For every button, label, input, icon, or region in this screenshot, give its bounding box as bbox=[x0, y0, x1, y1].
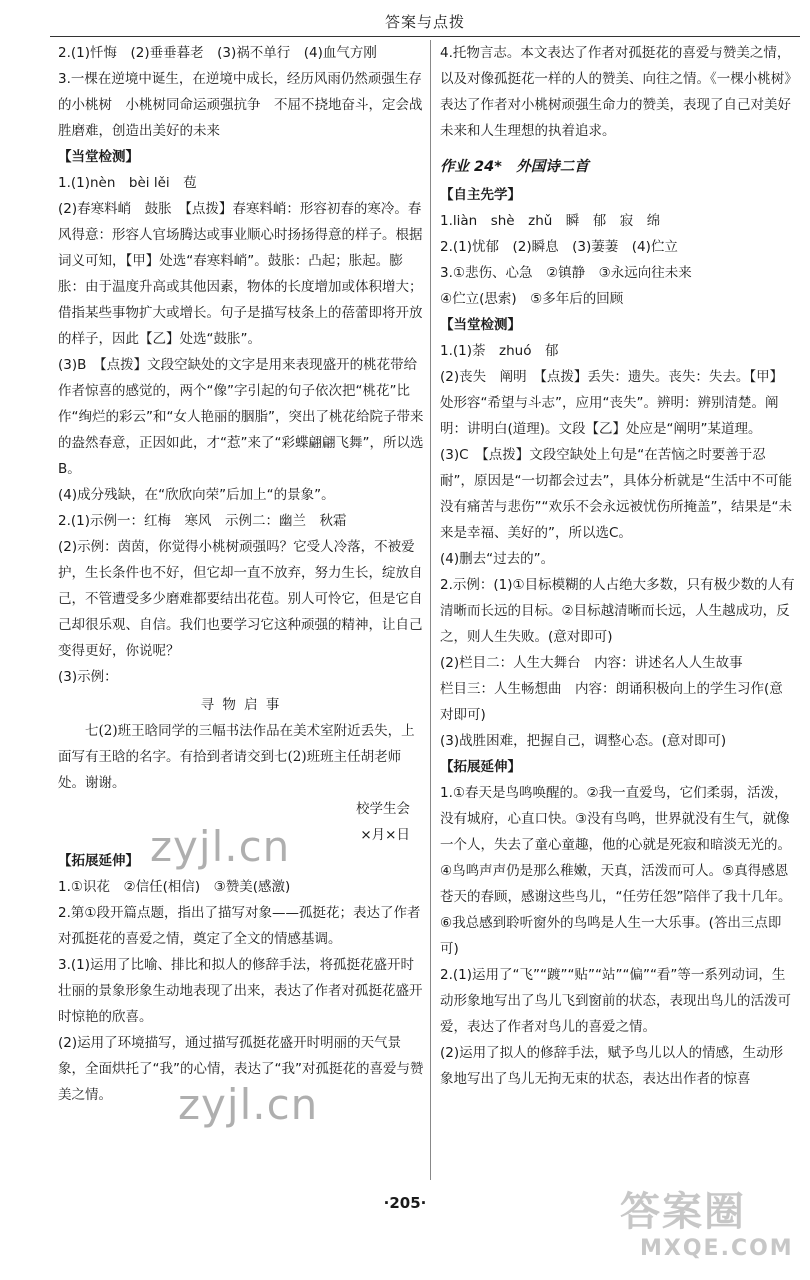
answer-line: 1.①春天是鸟鸣唤醒的。②我一直爱鸟，它们柔弱，活泼，没有城府，心直口快。③没有鸟鸣，世界就没有生气，就像一个人，失去了童心童趣，他的心就是死寂和暗淡无光的。④鸟鸣声声仍是那么稚嫩，天真，活泼而可人。⑤真得感恩苍天的春顾，感谢这些鸟儿，“任劳任怨”陪伴了我十几年。⑥我总感到聆听窗外的鸟鸣是人生一大乐事。(答出三点即可) bbox=[440, 785, 792, 957]
answer-line: 1.①识花 ②信任(相信) ③赞美(感激) bbox=[58, 879, 291, 895]
answer-line: (3)B 【点拨】文段空缺处的文字是用来表现盛开的桃花带给作者惊喜的感觉的，两个“像”字引起的句子依次把“桃花”比作“绚烂的彩云”和“女人艳丽的胭脂”，突出了桃花给院子带来的盎然春意，正因如此，才“惹”来了“彩蝶翩翩飞舞”，所以选B。 bbox=[58, 357, 424, 477]
answer-line: (4)删去“过去的”。 bbox=[440, 551, 555, 567]
notice-signature: 校学生会 bbox=[356, 801, 410, 817]
answer-line: 3.①悲伤、心急 ②镇静 ③永远向往未来 bbox=[440, 265, 692, 281]
answer-line: (3)示例： bbox=[58, 669, 118, 685]
answer-line: 1.(1)nèn bèi lěi 苞 bbox=[58, 175, 197, 191]
assignment-title: 作业 24* 外国诗二首 bbox=[440, 159, 589, 175]
answer-line: (2)春寒料峭 鼓胀 【点拨】春寒料峭：形容初春的寒冷。春风得意：形容人官场腾达或事业顺心时扬扬得意的样子。根据词义可知，【甲】处选“春寒料峭”。鼓胀：凸起；胀起。膨胀：由于温度升高或其他因素，物体的长度增加或体积增大；借指某些事物扩大或增长。句子是描写枝条上的蓓蕾即将开放的样子，因此【乙】处选“鼓胀”。 bbox=[58, 201, 423, 347]
answer-line: (2)丧失 阐明 【点拨】丢失：遗失。丧失：失去。【甲】处形容“希望与斗志”，应用“丧失”。辨明：辨别清楚。阐明：讲明白(道理)。文段【乙】处应是“阐明”某道理。 bbox=[440, 369, 784, 437]
answer-line: 1.(1)荼 zhuó 郁 bbox=[440, 343, 559, 359]
answer-line: (3)C 【点拨】文段空缺处上句是“在苦恼之时要善于忍耐”，原因是“一切都会过去”，具体分析就是“生活中不可能没有痛苦与悲伤”“欢乐不会永远被忧伤所掩盖”，结果是“未来是幸福、美好的”，所以选C。 bbox=[440, 447, 792, 541]
notice-signature: ×月×日 bbox=[360, 827, 410, 843]
section-heading: 【当堂检测】 bbox=[58, 149, 139, 165]
brand-url: MXQE.COM bbox=[640, 1236, 794, 1261]
answer-line: (4)成分残缺，在“欣欣向荣”后加上“的景象”。 bbox=[58, 487, 335, 503]
answer-line: (2)运用了环境描写，通过描写孤挺花盛开时明丽的天气景象，全面烘托了“我”的心情，表达了“我”对孤挺花的喜爱与赞美之情。 bbox=[58, 1035, 424, 1103]
brand-watermark bbox=[620, 1188, 800, 1278]
answer-line: (2)栏目二：人生大舞台 内容：讲述名人人生故事 bbox=[440, 655, 743, 671]
answer-line: 3.(1)运用了比喻、排比和拟人的修辞手法，将孤挺花盛开时壮丽的景象形象生动地表现了出来，表达了作者对孤挺花盛开时惊艳的欣喜。 bbox=[58, 957, 423, 1025]
answer-line: 栏目三：人生畅想曲 内容：朗诵积极向上的学生习作(意对即可) bbox=[440, 681, 783, 723]
section-heading: 【当堂检测】 bbox=[440, 317, 521, 333]
answer-line: 1.liàn shè zhǔ 瞬 郁 寂 绵 bbox=[440, 213, 661, 229]
notice-body: 七(2)班王晗同学的三幅书法作品在美术室附近丢失，上面写有王晗的名字。有拾到者请交到七(2)班班主任胡老师处。谢谢。 bbox=[58, 723, 415, 791]
page-number: ·205· bbox=[383, 1194, 427, 1212]
answer-line: ④伫立(思索) ⑤多年后的回顾 bbox=[440, 291, 624, 307]
answer-line: 3.一棵在逆境中诞生，在逆境中成长，经历风雨仍然顽强生存的小桃树 小桃树同命运顽强抗争 不屈不挠地奋斗，定会战胜磨难，创造出美好的未来 bbox=[58, 71, 423, 139]
right-column bbox=[440, 40, 796, 1092]
answer-line: 4.托物言志。本文表达了作者对孤挺花的喜爱与赞美之情，以及对像孤挺花一样的人的赞美、向往之情。《一棵小桃树》表达了作者对小桃树顽强生命力的赞美，表现了自己对美好未来和人生理想的执着追求。 bbox=[440, 45, 791, 139]
running-header: 答案与点拨 bbox=[50, 10, 800, 37]
column-divider bbox=[430, 40, 431, 1180]
answer-line: 2.示例：(1)①目标模糊的人占绝大多数，只有极少数的人有清晰而长远的目标。②目标越清晰而长远，人生越成功，反之，则人生失败。(意对即可) bbox=[440, 577, 795, 645]
watermark-zyjl: zyjl.cn bbox=[150, 822, 291, 871]
watermark-zyjl: zyjl.cn bbox=[178, 1080, 319, 1129]
answer-line: 2.第①段开篇点题，指出了描写对象——孤挺花；表达了作者对孤挺花的喜爱之情，奠定了全文的情感基调。 bbox=[58, 905, 421, 947]
answer-line: 2.(1)示例一：红梅 寒风 示例二：幽兰 秋霜 bbox=[58, 513, 347, 529]
answer-line: (2)示例：茵茵，你觉得小桃树顽强吗？它受人冷落，不被爱护，生长条件也不好，但它却一直不放弃，努力生长，绽放自己，不管遭受多少磨难都要结出花苞。别人可怜它，但是它自己却很乐观、自信。我们也要学习它这种顽强的精神，让自己变得更好，你说呢？ bbox=[58, 539, 423, 659]
section-heading: 【拓展延伸】 bbox=[440, 759, 521, 775]
notice-title: 寻 物 启 事 bbox=[200, 697, 282, 713]
answer-line: 2.(1)忧郁 (2)瞬息 (3)萋萋 (4)伫立 bbox=[440, 239, 678, 255]
brand-logo: 答案圈 bbox=[620, 1189, 746, 1235]
answer-line: (2)运用了拟人的修辞手法，赋予鸟儿以人的情感，生动形象地写出了鸟儿无拘无束的状态，表达出作者的惊喜 bbox=[440, 1045, 784, 1087]
answer-line: (3)战胜困难，把握自己，调整心态。(意对即可) bbox=[440, 733, 727, 749]
section-heading: 【拓展延伸】 bbox=[58, 853, 139, 869]
answer-line: 2.(1)忏悔 (2)垂垂暮老 (3)祸不单行 (4)血气方刚 bbox=[58, 45, 377, 61]
answer-line: 2.(1)运用了“飞”“踱”“贴”“站”“偏”“看”等一系列动词，生动形象地写出了鸟儿飞到窗前的状态，表现出鸟儿的活泼可爱，表达了作者对鸟儿的喜爱之情。 bbox=[440, 967, 791, 1035]
section-heading: 【自主先学】 bbox=[440, 187, 521, 203]
left-column bbox=[58, 40, 424, 1108]
